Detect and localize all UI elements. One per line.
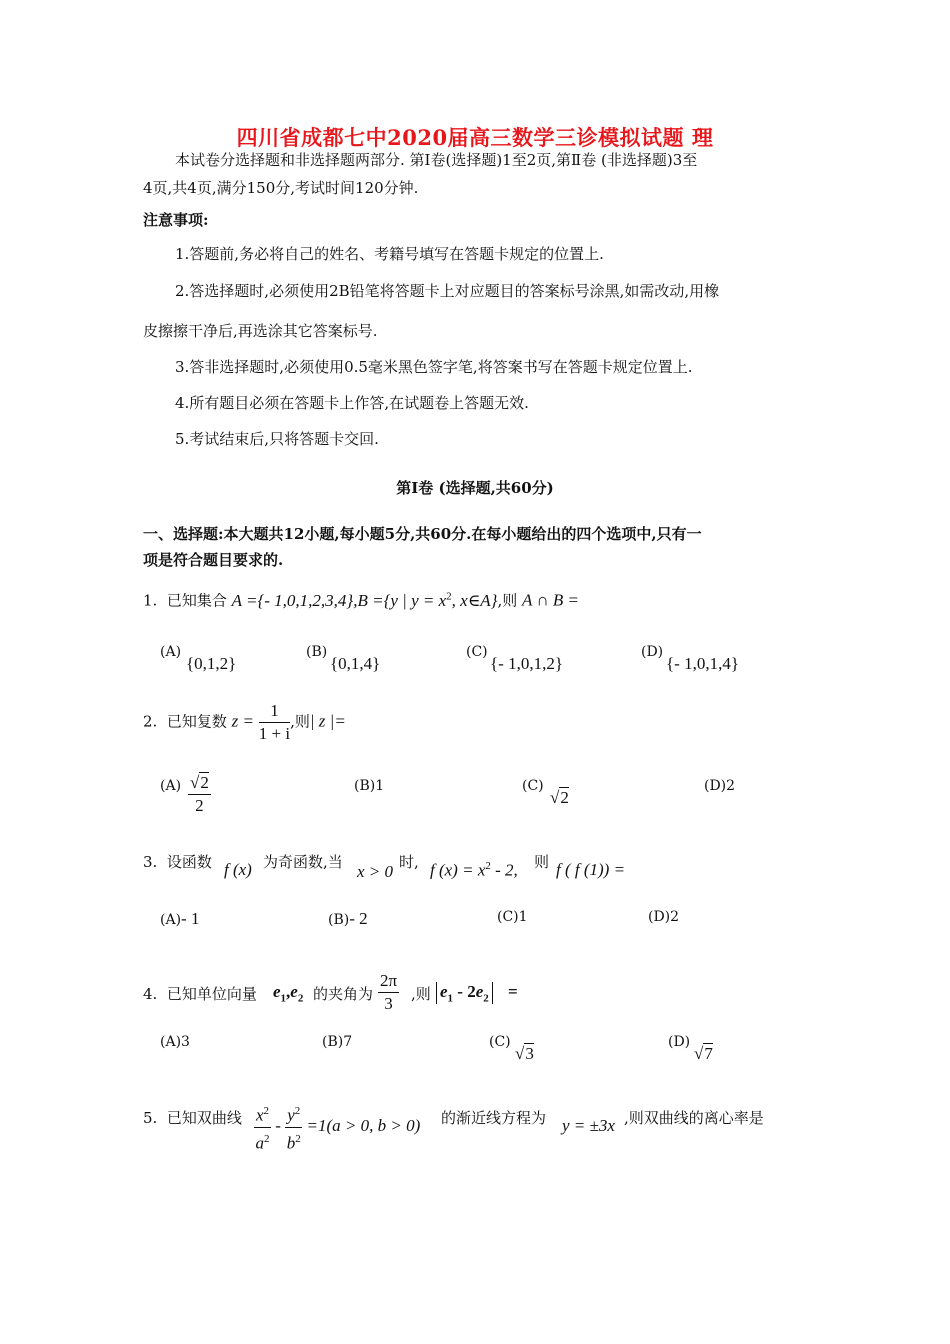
option-label: (A): [160, 1034, 182, 1050]
question-stem: 已知复数: [166, 712, 227, 731]
question-text: 则: [534, 853, 550, 871]
option-a[interactable]: [160, 909, 199, 929]
option-b[interactable]: [322, 1034, 352, 1050]
option-label: (B): [322, 1034, 344, 1050]
notice-item: 3.答非选择题时,必须使用0.5毫米黑色签字笔,将答案书写在答题卡规定位置上.: [175, 358, 693, 376]
notice-item: 4.所有题目必须在答题卡上作答,在试题卷上答题无效.: [175, 394, 529, 412]
option-value: 2: [670, 909, 680, 925]
math-rhs: | z |=: [309, 711, 346, 731]
question-text: ,则: [497, 591, 518, 610]
page-title: 四川省成都七中2020届高三数学三诊模拟试题 理: [236, 125, 714, 150]
question-number: 5.: [143, 1109, 158, 1127]
question-number: 4.: [143, 985, 158, 1003]
option-c[interactable]: [489, 1034, 511, 1050]
option-b[interactable]: [354, 778, 384, 794]
option-label: (D): [668, 1034, 691, 1050]
part-heading: 一、选择题:本大题共12小题,每小题5分,共60分.在每小题给出的四个选项中,只有一: [143, 525, 702, 543]
notice-item: 2.答选择题时,必须使用2B铅笔将答题卡上对应题目的答案标号涂黑,如需改动,用橡: [175, 282, 720, 300]
math-expression: =: [508, 982, 518, 1001]
question-text: 的渐近线方程为: [441, 1109, 547, 1127]
question-number: 3.: [143, 853, 158, 871]
option-value: $\frac{√2}{2}$: [190, 773, 209, 815]
option-value: {0,1,4}: [330, 654, 381, 673]
notice-item: 5.考试结束后,只将答题卡交回.: [175, 430, 379, 448]
option-value: 1: [375, 778, 385, 794]
math-expression: y = ±3x: [562, 1116, 615, 1135]
math-expression: A ={- 1,0,1,2,3,4},B ={y | $y = x^2$, x∈A}: [231, 590, 498, 610]
option-d[interactable]: [641, 644, 663, 660]
notice-item: 1.答题前,务必将自己的姓名、考籍号填写在答题卡规定的位置上.: [175, 245, 604, 263]
section-title: 第Ⅰ卷 (选择题,共60分): [396, 479, 554, 497]
option-d[interactable]: [668, 1034, 690, 1050]
option-value: 1: [518, 909, 528, 925]
option-a[interactable]: [160, 1034, 190, 1050]
option-label: (B): [306, 644, 328, 660]
question-3: [143, 852, 212, 872]
math-expression: $e_1,e_2$: [273, 982, 304, 1005]
option-label: (D): [641, 644, 664, 660]
option-value: √7: [694, 1044, 713, 1063]
option-a[interactable]: [160, 778, 181, 794]
option-label: (D): [704, 778, 727, 794]
option-label: (B): [354, 778, 376, 794]
notice-heading: 注意事项:: [143, 211, 209, 229]
math-expression: f ( f (1)) =: [556, 860, 626, 879]
option-c[interactable]: [522, 778, 544, 794]
option-value: - 2: [349, 909, 368, 928]
option-value: {- 1,0,1,2}: [490, 654, 563, 673]
math-expression: A ∩ B =: [522, 590, 579, 610]
option-label: (D): [648, 909, 671, 925]
option-value: 7: [343, 1034, 353, 1050]
option-b[interactable]: [306, 644, 327, 660]
option-label: (C): [497, 909, 519, 925]
option-value: 2: [726, 778, 736, 794]
option-value: {- 1,0,1,4}: [666, 654, 739, 673]
option-d[interactable]: [648, 909, 679, 925]
question-stem: 设函数: [166, 853, 212, 871]
part-heading: 项是符合题目要求的.: [143, 551, 284, 569]
math-lhs: z =: [231, 711, 254, 731]
option-label: (A): [160, 778, 182, 794]
question-4: [143, 984, 257, 1004]
question-text: ,则: [411, 985, 431, 1003]
fraction: $\frac{1}{1 + i}$: [258, 701, 291, 743]
notice-item: 皮擦擦干净后,再选涂其它答案标号.: [143, 322, 378, 340]
question-1: [143, 586, 579, 611]
option-value: - 1: [181, 909, 200, 928]
option-value: {0,1,2}: [186, 654, 237, 673]
option-value: 3: [181, 1034, 190, 1050]
option-label: (C): [489, 1034, 511, 1050]
question-2: [143, 700, 346, 745]
question-text: 的夹角为: [313, 985, 374, 1003]
question-text: ,则: [290, 712, 310, 731]
option-value: √2: [550, 788, 569, 807]
question-stem: 已知集合: [166, 591, 227, 610]
option-b[interactable]: [328, 909, 368, 929]
question-text: 时,: [399, 853, 419, 871]
option-c[interactable]: [466, 644, 488, 660]
option-label: (A): [160, 644, 182, 660]
option-a[interactable]: [160, 644, 181, 660]
math-expression: f (x): [224, 860, 252, 879]
question-number: 1.: [143, 591, 158, 610]
math-expression: f $(x) = x^2 - 2$,: [430, 860, 518, 880]
option-d[interactable]: [704, 778, 735, 794]
hyperbola-equation: $\frac{x^2}{a^2}$ - $\frac{y^2}{b^2}$ =1(a > 0, b > 0): [254, 1100, 420, 1154]
math-expression: x > 0: [357, 862, 394, 881]
intro-line-2: 4页,共4页,满分150分,考试时间120分钟.: [143, 179, 419, 197]
option-label: (A): [160, 912, 182, 928]
question-text: ,则双曲线的离心率是: [624, 1109, 764, 1127]
question-stem: 已知单位向量: [166, 985, 257, 1003]
question-stem: 已知双曲线: [166, 1109, 242, 1127]
question-number: 2.: [143, 712, 158, 731]
option-value: √3: [515, 1044, 534, 1063]
option-c[interactable]: [497, 909, 528, 925]
option-label: (C): [466, 644, 488, 660]
option-label: (C): [522, 778, 544, 794]
math-expression: $e_1 - 2e_2$: [436, 982, 493, 1004]
question-text: 为奇函数,当: [263, 853, 343, 871]
intro-line-1: 本试卷分选择题和非选择题两部分. 第Ⅰ卷(选择题)1至2页,第Ⅱ卷 (非选择题)3至: [175, 151, 698, 169]
fraction: $\frac{2\pi}{3}$: [380, 971, 398, 1013]
question-5: [143, 1108, 242, 1128]
option-label: (B): [328, 912, 350, 928]
